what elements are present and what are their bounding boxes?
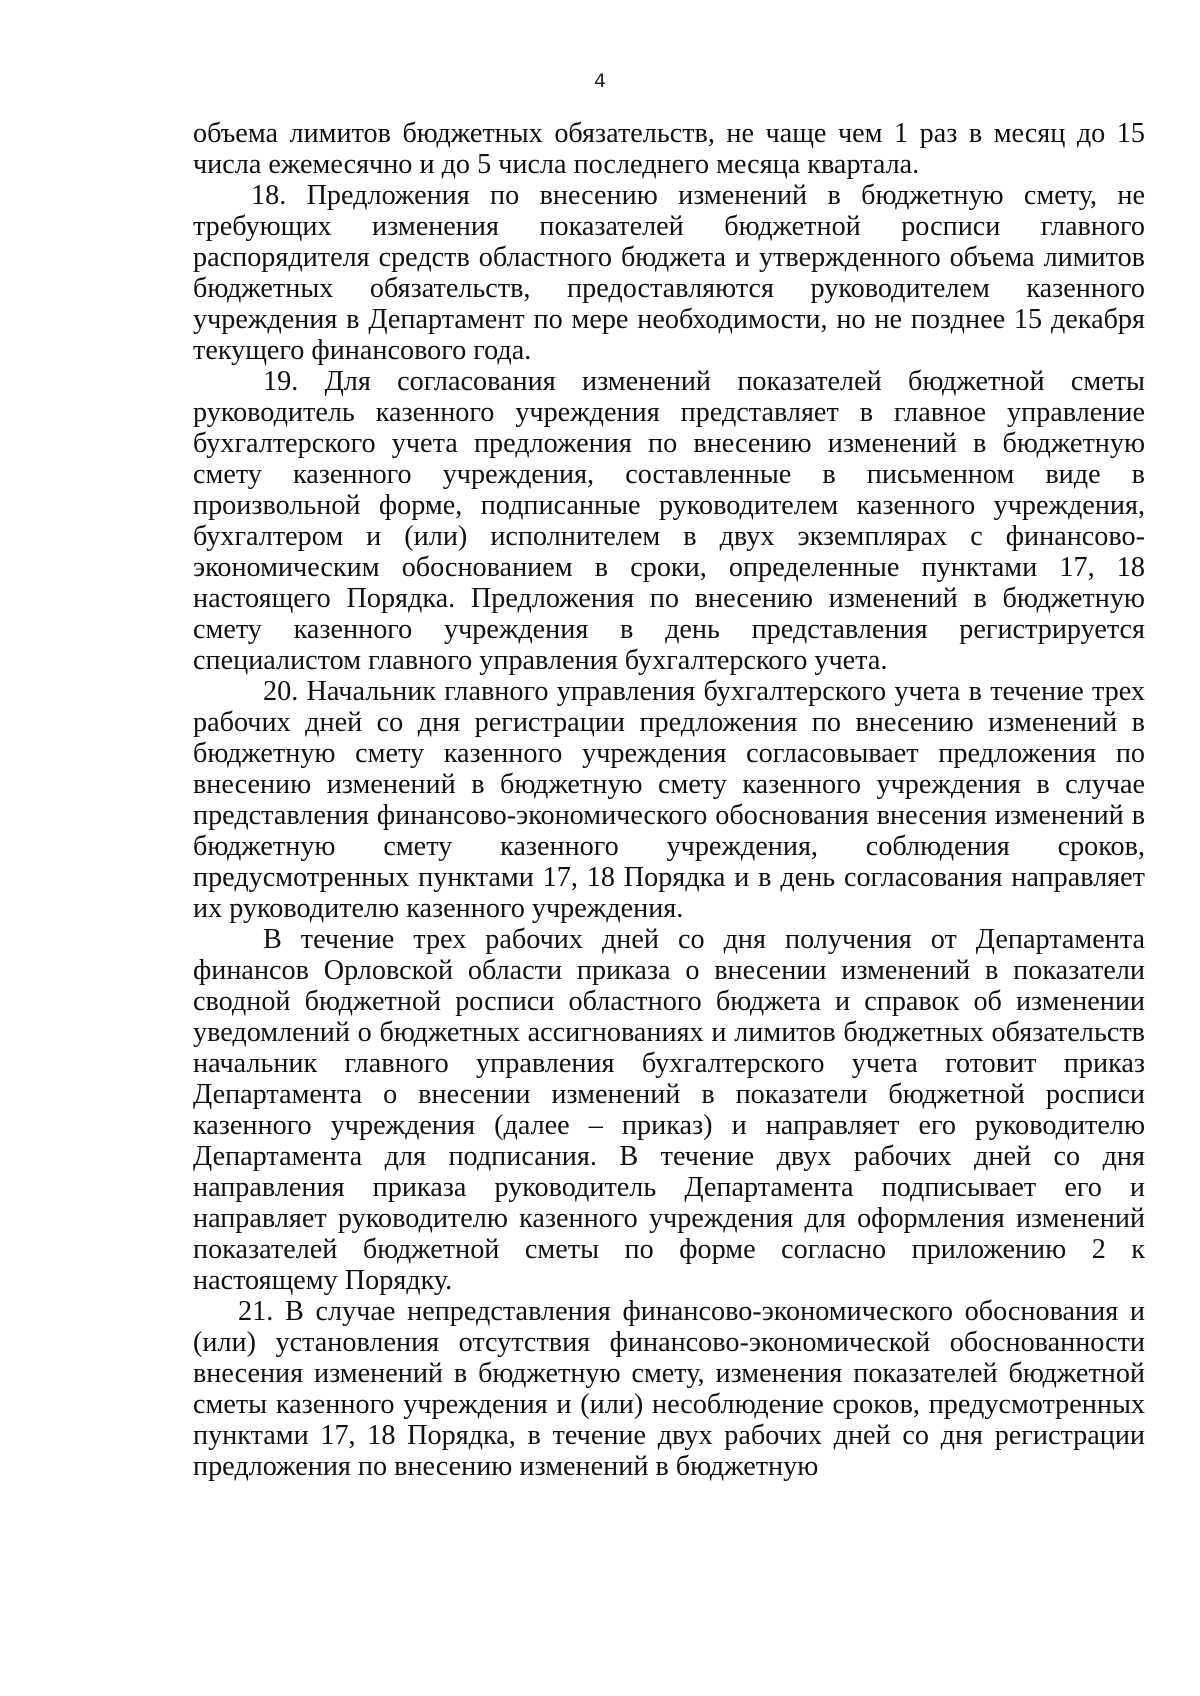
paragraph-21: 21. В случае непредставления финансово-экономического обоснования и (или) установления отсутствия финансово-экономической обоснованности внесения изменений в бюджетную смету, изменения показателей бюджетной сметы казенного учреждения и (или) несоблюдение сроков, предусмотренных пунктами 17, 18 Порядка, в течение двух рабочих дней со дня регистрации предложения по внесению изменений в бюджетную <box>193 1296 1145 1482</box>
paragraph-continuation: объема лимитов бюджетных обязательств, не чаще чем 1 раз в месяц до 15 числа ежемесячно и до 5 числа последнего месяца квартала. <box>193 118 1145 180</box>
page-number: 4 <box>593 70 607 92</box>
paragraph-20: 20. Начальник главного управления бухгалтерского учета в течение трех рабочих дней со дня регистрации предложения по внесению изменений в бюджетную смету казенного учреждения согласовывает предложения по внесению изменений в бюджетную смету казенного учреждения в случае представления финансово-экономического обоснования внесения изменений в бюджетную смету казенного учреждения, соблюдения сроков, предусмотренных пунктами 17, 18 Порядка и в день согласования направляет их руководителю казенного учреждения. <box>193 676 1145 924</box>
paragraph-20-continued: В течение трех рабочих дней со дня получения от Департамента финансов Орловской области приказа о внесении изменений в показатели сводной бюджетной росписи областного бюджета и справок об изменении уведомлений о бюджетных ассигнованиях и лимитов бюджетных обязательств начальник главного управления бухгалтерского учета готовит приказ Департамента о внесении изменений в показатели бюджетной росписи казенного учреждения (далее – приказ) и направляет его руководителю Департамента для подписания. В течение двух рабочих дней со дня направления приказа руководитель Департамента подписывает его и направляет руководителю казенного учреждения для оформления изменений показателей бюджетной сметы по форме согласно приложению 2 к настоящему Порядку. <box>193 924 1145 1296</box>
paragraph-19: 19. Для согласования изменений показателей бюджетной сметы руководитель казенного учреждения представляет в главное управление бухгалтерского учета предложения по внесению изменений в бюджетную смету казенного учреждения, составленные в письменном виде в произвольной форме, подписанные руководителем казенного учреждения, бухгалтером и (или) исполнителем в двух экземплярах с финансово-экономическим обоснованием в сроки, определенные пунктами 17, 18 настоящего Порядка. Предложения по внесению изменений в бюджетную смету казенного учреждения в день представления регистрируется специалистом главного управления бухгалтерского учета. <box>193 366 1145 676</box>
document-body <box>193 118 1145 1482</box>
paragraph-18: 18. Предложения по внесению изменений в бюджетную смету, не требующих изменения показателей бюджетной росписи главного распорядителя средств областного бюджета и утвержденного объема лимитов бюджетных обязательств, предоставляются руководителем казенного учреждения в Департамент по мере необходимости, но не позднее 15 декабря текущего финансового года. <box>193 180 1145 366</box>
